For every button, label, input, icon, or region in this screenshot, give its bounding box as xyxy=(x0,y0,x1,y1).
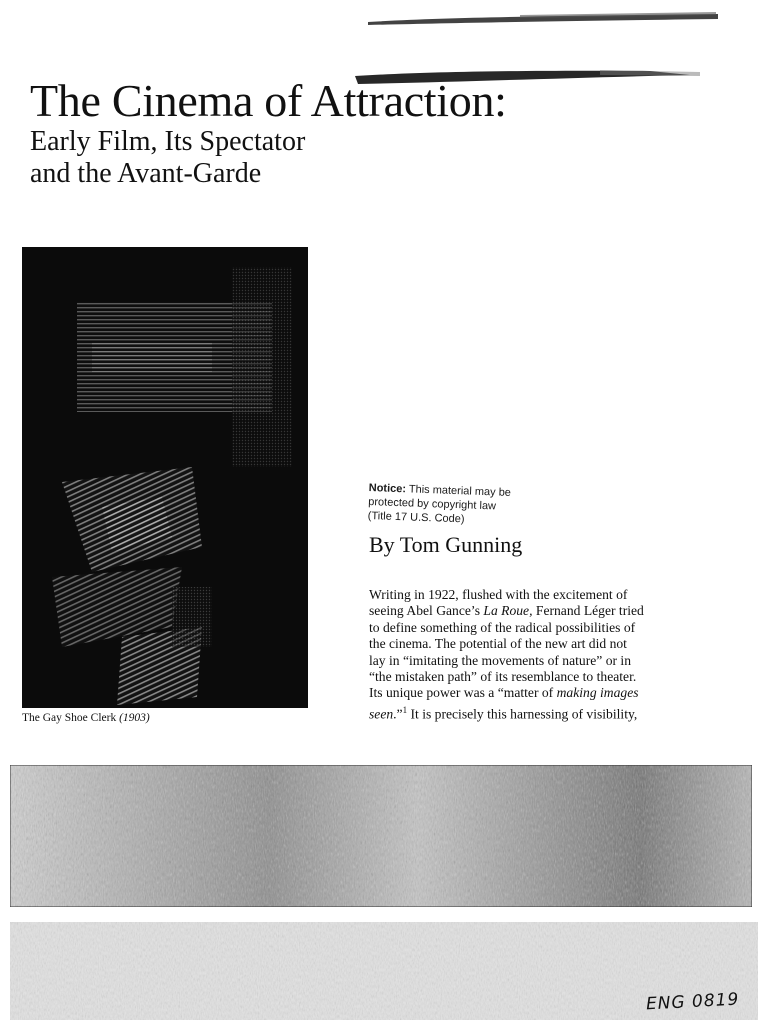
body-paragraph xyxy=(369,587,709,723)
body-line-7-a: Its unique power was a “matter of xyxy=(369,685,557,701)
notice-line-1-rest: This material may be xyxy=(408,483,512,499)
body-line-4: the cinema. The potential of the new art did not xyxy=(369,636,627,652)
article-subtitle xyxy=(30,126,305,190)
body-line-1: Writing in 1922, flushed with the excitement of xyxy=(369,587,628,602)
author-byline: By Tom Gunning xyxy=(369,532,523,557)
body-line-7-em: making images xyxy=(556,685,639,701)
scan-noise-band xyxy=(10,765,752,907)
footnote-marker: 1 xyxy=(402,704,408,715)
notice-line-2: protected by copyright law xyxy=(368,495,497,513)
body-line-3: to define something of the radical possibilities of xyxy=(369,619,636,635)
film-still-photo xyxy=(22,247,308,708)
caption-title: The Gay Shoe Clerk xyxy=(22,712,117,724)
body-line-5: lay in “imitating the movements of nature” or in xyxy=(369,652,631,668)
notice-line-3: (Title 17 U.S. Code) xyxy=(367,509,465,526)
subtitle-line-1: Early Film, Its Spectator xyxy=(30,126,306,157)
notice-lead: Notice: xyxy=(368,481,407,496)
subtitle-line-2: and the Avant-Garde xyxy=(30,158,262,189)
film-still-image xyxy=(22,247,308,708)
article-title: The Cinema of Attraction: xyxy=(30,75,507,126)
body-line-8-em: seen xyxy=(369,706,394,722)
body-line-8 xyxy=(369,702,709,723)
film-title-la-roue: La Roue, xyxy=(483,603,533,619)
body-line-7 xyxy=(369,685,709,701)
figure-caption xyxy=(22,712,150,724)
caption-year: (1903) xyxy=(119,712,150,724)
body-line-2-a: seeing Abel Gance’s xyxy=(369,603,484,619)
body-line-8-c: It is precisely this harnessing of visibility, xyxy=(407,706,638,722)
body-line-8-quote: .” xyxy=(393,706,403,722)
handwritten-stamp: ENG 0819 xyxy=(645,989,740,1015)
body-line-2 xyxy=(369,603,709,619)
body-line-6: “the mistaken path” of its resemblance to theater. xyxy=(369,669,637,685)
body-line-2-c: Fernand Léger tried xyxy=(532,603,644,619)
copyright-notice xyxy=(368,481,529,529)
